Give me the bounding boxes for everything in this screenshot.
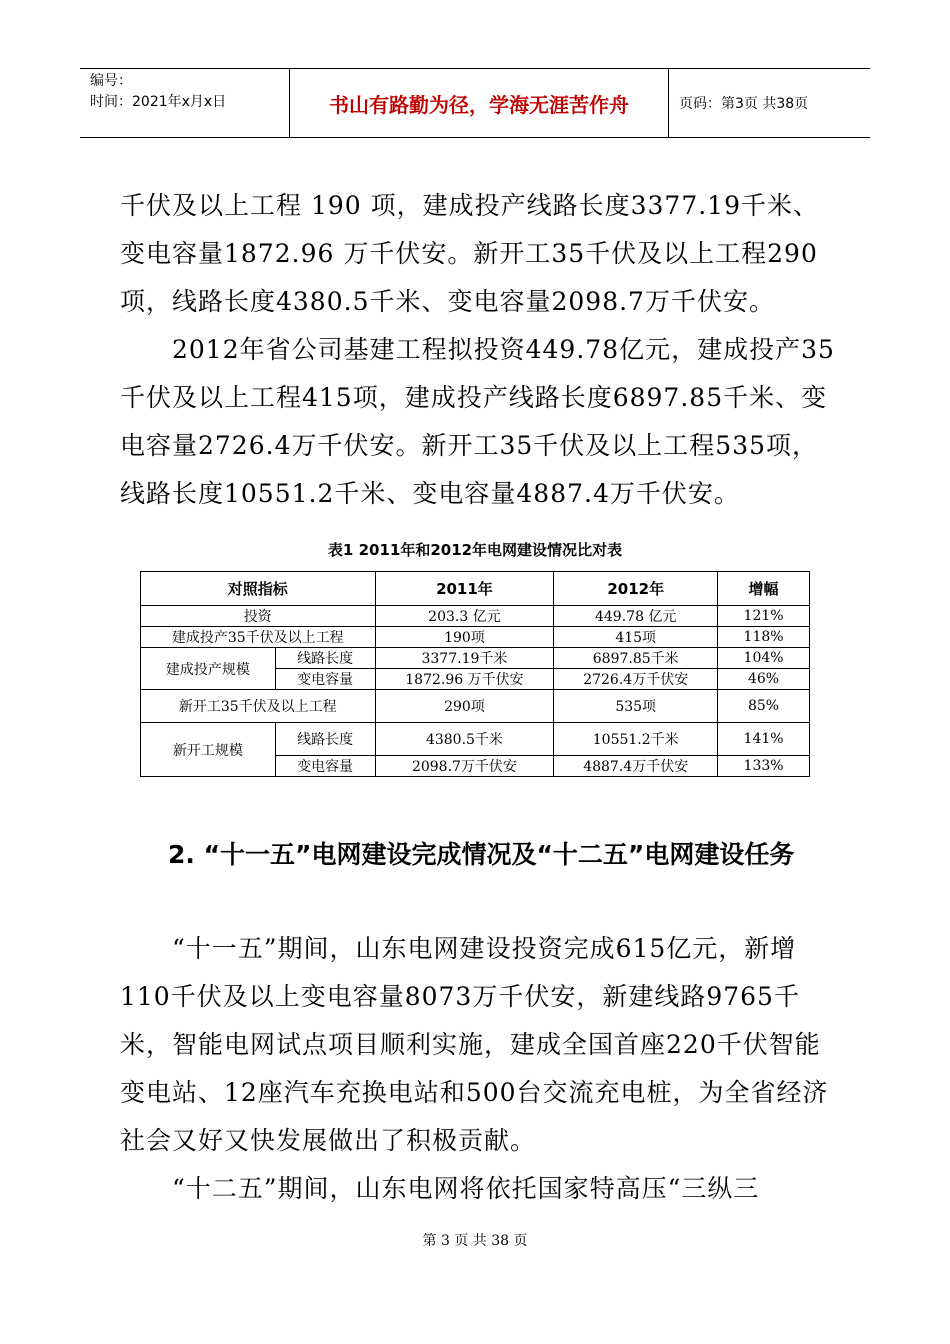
row-label: 建成投产35千伏及以上工程 xyxy=(141,627,376,648)
table-cell: 203.3 亿元 xyxy=(375,606,554,627)
table-cell: 85% xyxy=(718,690,810,723)
page-footer: 第 3 页 共 38 页 xyxy=(422,1233,528,1249)
table-cell: 6897.85千米 xyxy=(554,648,718,669)
body-paragraph xyxy=(120,326,835,518)
body-paragraph-text: “十二五”期间，山东电网将依托国家特高压“三纵三 xyxy=(172,1174,760,1203)
row-label: 新开工35千伏及以上工程 xyxy=(141,690,376,723)
table-caption: 表1 2011年和2012年电网建设情况比对表 xyxy=(327,541,623,559)
header-motto: 书山有路勤为径，学海无涯苦作舟 xyxy=(290,69,669,137)
table-cell: 4887.4万千伏安 xyxy=(554,756,718,777)
table-cell: 46% xyxy=(718,669,810,690)
table-cell: 190项 xyxy=(375,627,554,648)
table-cell: 3377.19千米 xyxy=(375,648,554,669)
row-group-label: 建成投产规模 xyxy=(141,648,276,690)
table-cell: 104% xyxy=(718,648,810,669)
table-cell: 2098.7万千伏安 xyxy=(375,756,554,777)
table-cell: 133% xyxy=(718,756,810,777)
page-header xyxy=(80,68,870,138)
table-cell: 141% xyxy=(718,723,810,756)
comparison-table xyxy=(140,571,810,777)
header-meta xyxy=(80,69,290,137)
body-paragraph: 千伏及以上工程 190 项，建成投产线路长度3377.19千米、变电容量1872.96 万千伏安。新开工35千伏及以上工程290项，线路长度4380.5千米、变电容量2098.7万千伏安。 xyxy=(120,191,819,316)
table-row xyxy=(141,723,810,756)
table-cell: 2726.4万千伏安 xyxy=(554,669,718,690)
table-cell: 449.78 亿元 xyxy=(554,606,718,627)
row-label: 线路长度 xyxy=(275,723,375,756)
row-label: 变电容量 xyxy=(275,756,375,777)
section-heading xyxy=(120,830,835,880)
table-cell: 1872.96 万千伏安 xyxy=(375,669,554,690)
table-row xyxy=(141,627,810,648)
row-label: 线路长度 xyxy=(275,648,375,669)
col-header: 2011年 xyxy=(375,572,554,606)
header-number: 编号： xyxy=(90,73,132,89)
table-cell: 121% xyxy=(718,606,810,627)
body-paragraph xyxy=(120,925,835,1165)
row-label: 变电容量 xyxy=(275,669,375,690)
table-cell: 290项 xyxy=(375,690,554,723)
table-row xyxy=(141,690,810,723)
table-row xyxy=(141,648,810,669)
body-paragraph xyxy=(120,1165,835,1213)
table-cell: 10551.2千米 xyxy=(554,723,718,756)
table-cell: 535项 xyxy=(554,690,718,723)
table-cell: 118% xyxy=(718,627,810,648)
section-number: 2. xyxy=(168,840,195,869)
section-title: “十一五”电网建设完成情况及“十二五”电网建设任务 xyxy=(203,840,795,869)
table-cell: 415项 xyxy=(554,627,718,648)
col-header: 增幅 xyxy=(718,572,810,606)
table-cell: 4380.5千米 xyxy=(375,723,554,756)
body-paragraph-text: 2012年省公司基建工程拟投资449.78亿元，建成投产35千伏及以上工程415项，建成投产线路长度6897.85千米、变电容量2726.4万千伏安。新开工35千伏及以上工程535项，线路长度10551.2千米、变电容量4887.4万千伏安。 xyxy=(120,335,835,508)
table-header-row xyxy=(141,572,810,606)
row-group-label: 新开工规模 xyxy=(141,723,276,777)
col-header: 对照指标 xyxy=(141,572,376,606)
table-row xyxy=(141,606,810,627)
header-time: 时间：2021年x月x日 xyxy=(90,94,227,110)
col-header: 2012年 xyxy=(554,572,718,606)
row-label: 投资 xyxy=(141,606,376,627)
body-paragraph-text: “十一五”期间，山东电网建设投资完成615亿元，新增110千伏及以上变电容量8073万千伏安，新建线路9765千米，智能电网试点项目顺利实施，建成全国首座220千伏智能变电站、12座汽车充换电站和500台交流充电桩，为全省经济社会又好又快发展做出了积极贡献。 xyxy=(120,934,829,1155)
header-page-info: 页码：第3页 共38页 xyxy=(679,96,809,112)
